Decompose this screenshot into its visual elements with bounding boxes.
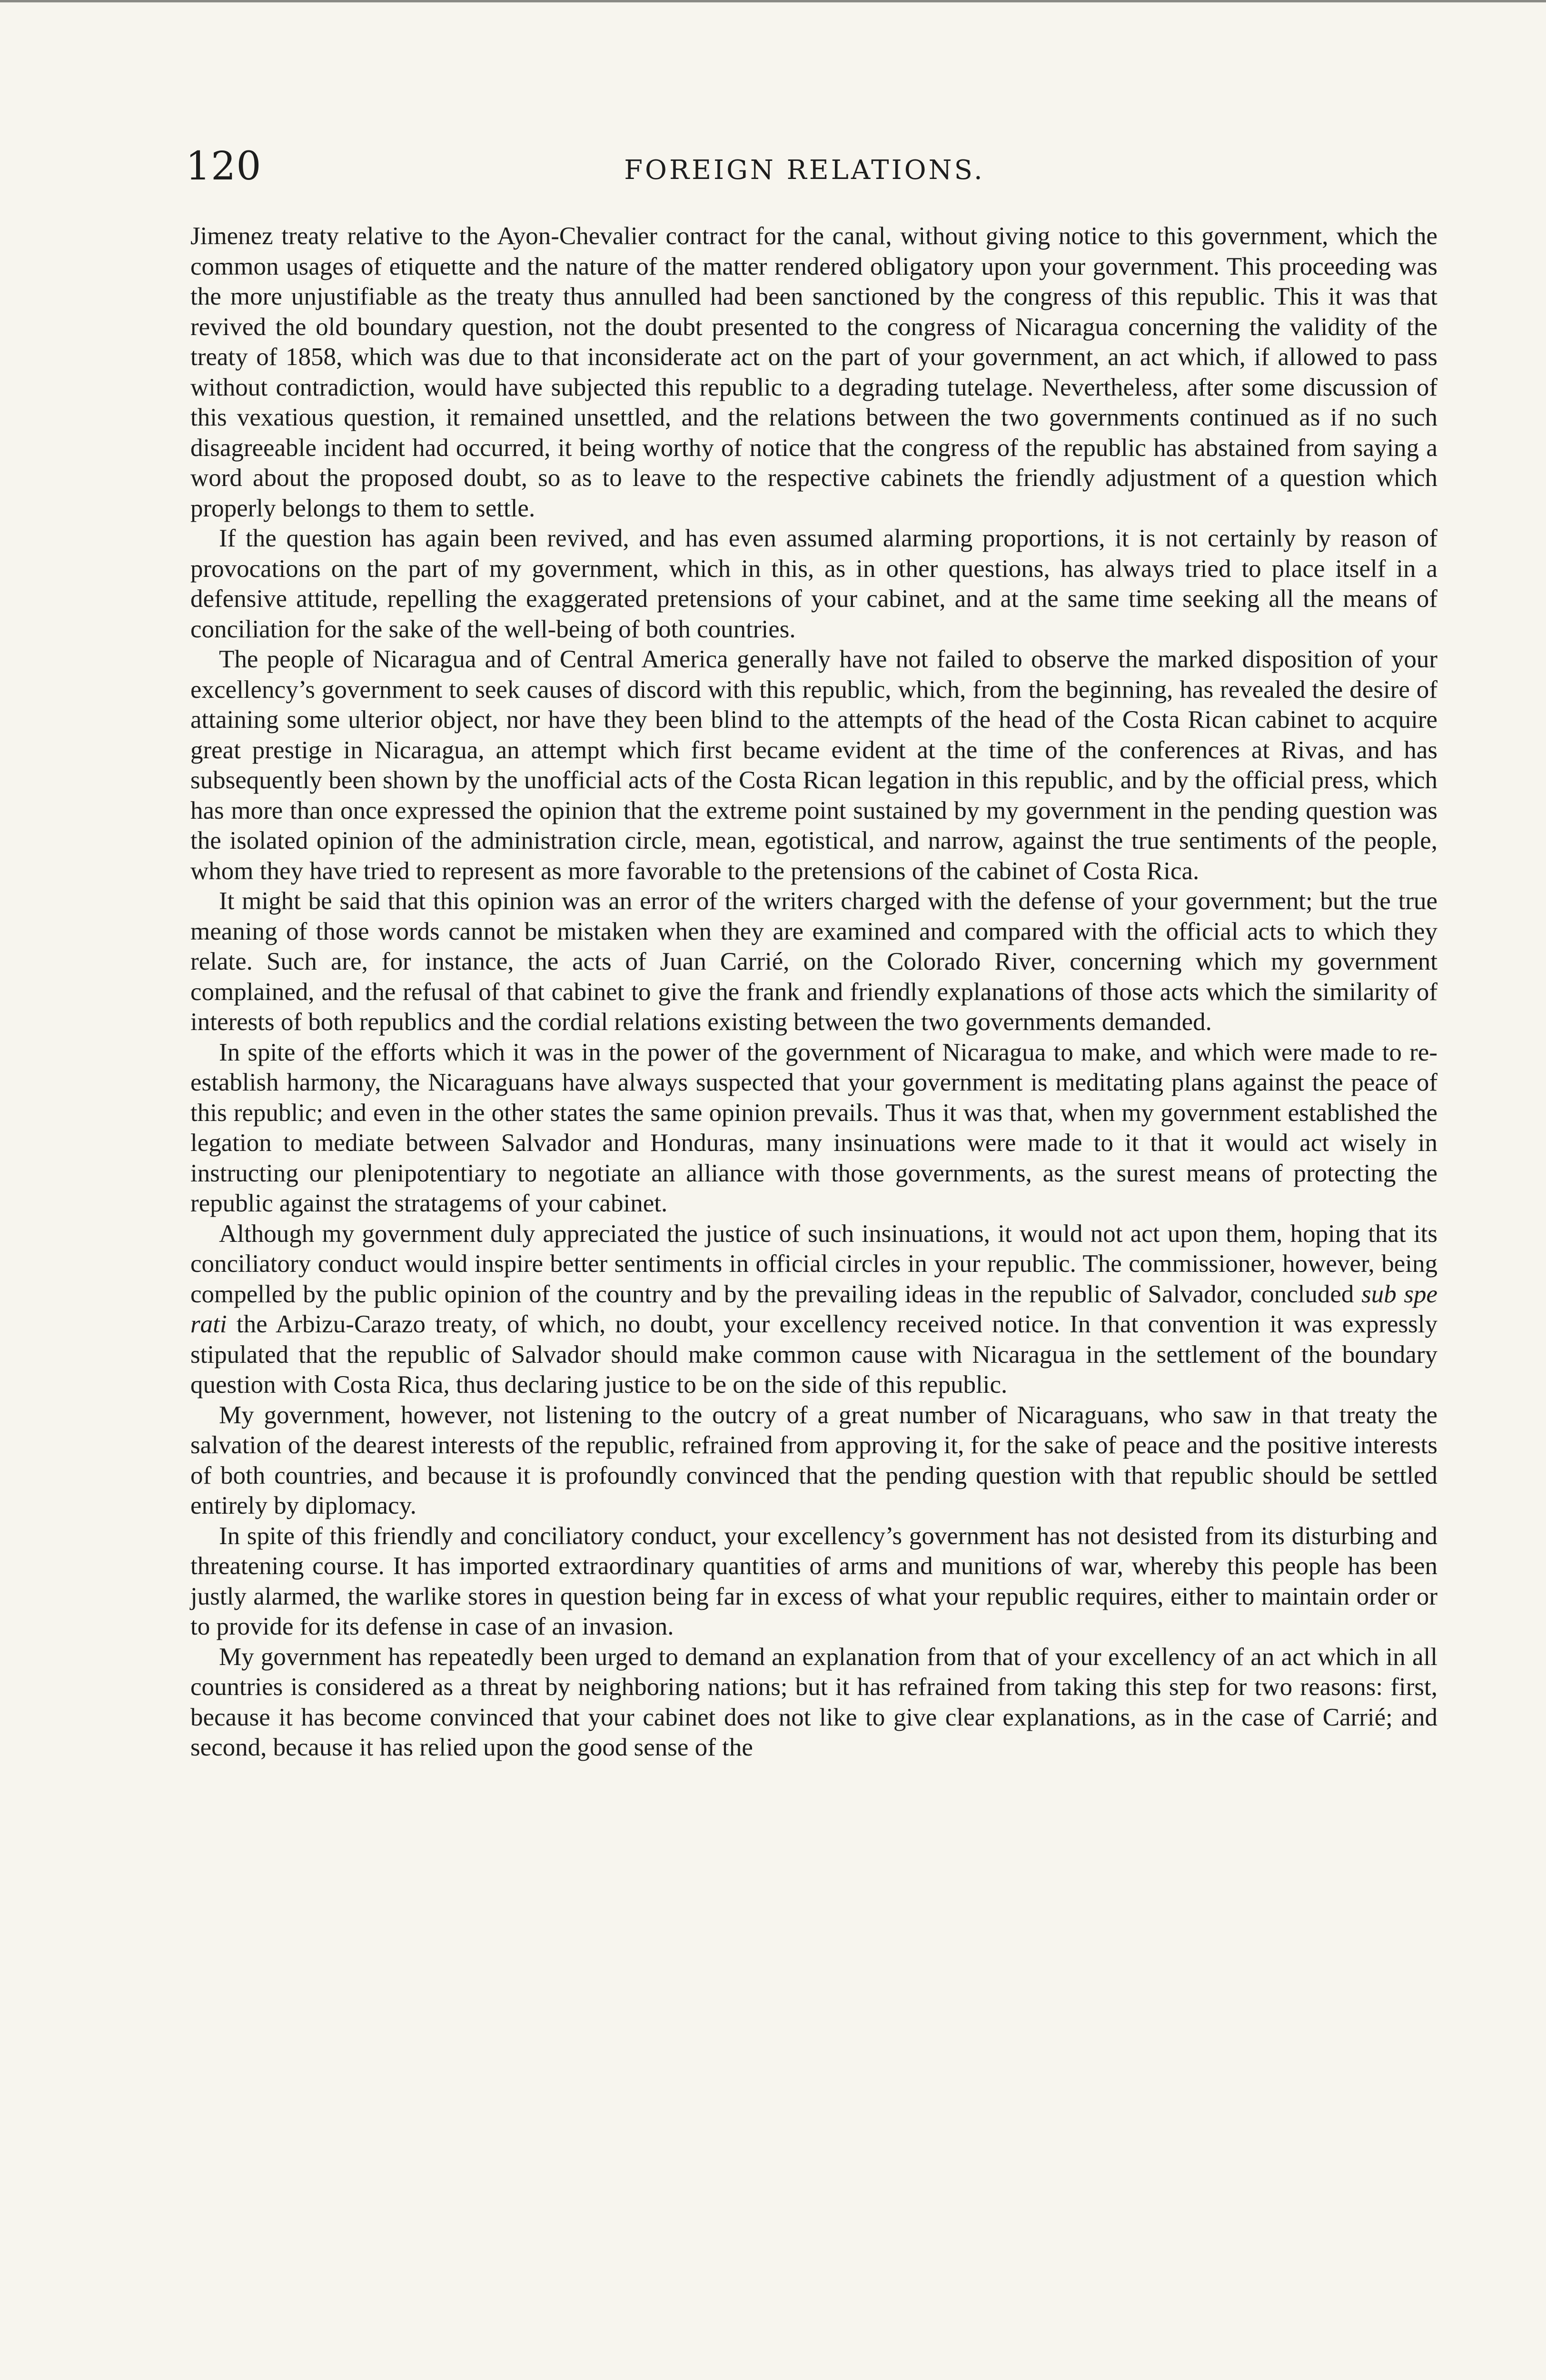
latin-phrase: sub spe rati <box>190 1280 1437 1338</box>
paragraph-7: My government, however, not listening to the outcry of a great number of Nicaraguans, who saw in that treaty the salvation of the dearest interests of the republic, refrained from approving it, for the sake of peace and the positive interests of both countries, and because it is profoundly convinced that the pending question with that republic should be settled entirely by diplomacy. <box>190 1401 1437 1519</box>
paragraph-9: My government has repeatedly been urged to demand an explanation from that of your excellency of an act which in all countries is considered as a threat by neighboring nations; but it has refrained from taking this step for two reasons: first, because it has become convinced that your cabinet does not like to give clear explanations, as in the case of Carrié; and second, because it has relied upon the good sense of the <box>190 1643 1437 1761</box>
paragraph-2: If the question has again been revived, and has even assumed alarming proportions, it is not certainly by reason of provocations on the part of my government, which in this, as in other questions, has always tried to place itself in a defensive attitude, repelling the exaggerated pretensions of your cabinet, and at the same time seeking all the means of conciliation for the sake of the well-being of both countries. <box>190 525 1437 643</box>
paragraph-4: It might be said that this opinion was an error of the writers charged with the defense of your government; but the true meaning of those words cannot be mistaken when they are examined and compared with the official acts to which they relate. Such are, for instance, the acts of Juan Carrié, on the Colorado River, concerning which my government complained, and the refusal of that cabinet to give the frank and friendly explanations of those acts which the similarity of interests of both republics and the cordial relations existing between the two governments demanded. <box>190 887 1437 1036</box>
body-text <box>190 221 1437 1763</box>
paragraph-5: In spite of the efforts which it was in the power of the government of Nicaragua to make, and which were made to re-establish harmony, the Nicaraguans have always suspected that your government is meditating plans against the peace of this republic; and even in the other states the same opinion prevails. Thus it was that, when my government established the legation to mediate between Salvador and Honduras, many insinuations were made to it that it would act wisely in instructing our plenipotentiary to negotiate an alliance with those governments, as the surest means of protecting the republic against the stratagems of your cabinet. <box>190 1038 1437 1217</box>
page-number: 120 <box>186 144 262 189</box>
paragraph-1: Jimenez treaty relative to the Ayon-Chevalier contract for the canal, without giving notice to this government, which the common usages of etiquette and the nature of the matter rendered obligatory upon your government. This proceeding was the more unjustifiable as the treaty thus annulled had been sanctioned by the congress of this republic. This it was that revived the old boundary question, not the doubt presented to the congress of Nicaragua concerning the validity of the treaty of 1858, which was due to that inconsiderate act on the part of your government, an act which, if allowed to pass without contradiction, would have subjected this republic to a degrading tutelage. Nevertheless, after some discussion of this vexatious question, it remained unsettled, and the relations between the two governments continued as if no such disagreeable incident had occurred, it being worthy of notice that the congress of the republic has abstained from saying a word about the proposed doubt, so as to leave to the respective cabinets the friendly adjustment of a question which properly belongs to them to settle. <box>190 222 1437 522</box>
top-edge-rule <box>0 0 1546 2</box>
paragraph-6: Although my government duly appreciated the justice of such insinuations, it would not act upon them, hoping that its conciliatory conduct would inspire better sentiments in official circles in your republic. The commissioner, however, being compelled by the public opinion of the country and by the prevailing ideas in the republic of Salvador, concluded sub spe rati the Arbizu-Carazo treaty, of which, no doubt, your excellency received notice. In that convention it was expressly stipulated that the republic of Salvador should make common cause with Nicaragua in the settlement of the boundary question with Costa Rica, thus declaring justice to be on the side of this republic. <box>190 1220 1437 1398</box>
running-head: FOREIGN RELATIONS. <box>624 155 985 186</box>
page-header <box>171 143 1437 195</box>
paragraph-8: In spite of this friendly and conciliatory conduct, your excellency’s government has not desisted from its disturbing and threatening course. It has imported extraordinary quantities of arms and munitions of war, whereby this people has been justly alarmed, the warlike stores in question being far in excess of what your republic requires, either to maintain order or to provide for its defense in case of an invasion. <box>190 1522 1437 1640</box>
paragraph-3: The people of Nicaragua and of Central America generally have not failed to observe the marked disposition of your excellency’s government to seek causes of discord with this republic, which, from the beginning, has revealed the desire of attaining some ulterior object, nor have they been blind to the attempts of the head of the Costa Rican cabinet to acquire great prestige in Nicaragua, an attempt which first became evident at the time of the conferences at Rivas, and has subsequently been shown by the unofficial acts of the Costa Rican legation in this republic, and by the official press, which has more than once expressed the opinion that the extreme point sustained by my government in the pending question was the isolated opinion of the administration circle, mean, egotistical, and narrow, against the true sentiments of the people, whom they have tried to represent as more favorable to the pretensions of the cabinet of Costa Rica. <box>190 645 1437 885</box>
